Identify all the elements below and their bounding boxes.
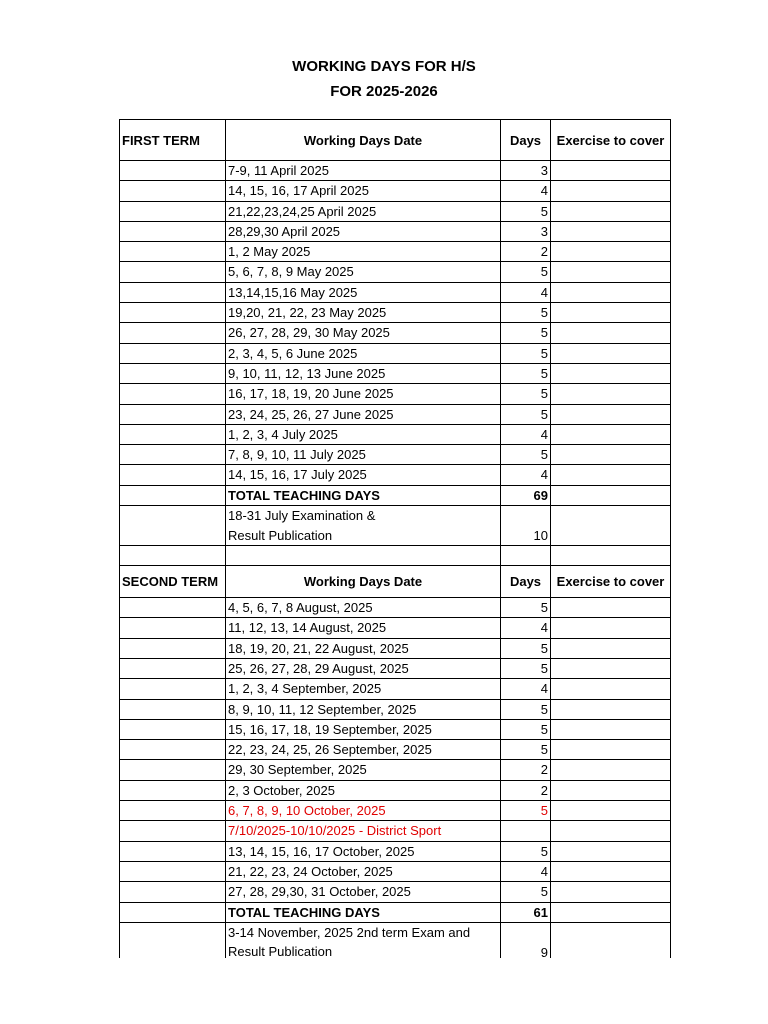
table-row xyxy=(119,323,671,343)
term-cell xyxy=(119,821,226,840)
days-count: 5 xyxy=(501,700,551,719)
working-days-date: 18, 19, 20, 21, 22 August, 2025 xyxy=(226,639,501,658)
exercise-cell xyxy=(551,821,671,840)
second-term-exam-row xyxy=(119,923,671,958)
table-row xyxy=(119,364,671,384)
working-days-date: 29, 30 September, 2025 xyxy=(226,760,501,779)
days-count xyxy=(501,821,551,840)
term-cell xyxy=(119,598,226,617)
working-days-date: 25, 26, 27, 28, 29 August, 2025 xyxy=(226,659,501,678)
table-row xyxy=(119,740,671,760)
working-days-date: 15, 16, 17, 18, 19 September, 2025 xyxy=(226,720,501,739)
term-cell xyxy=(119,303,226,322)
working-days-date: 22, 23, 24, 25, 26 September, 2025 xyxy=(226,740,501,759)
table-row xyxy=(119,618,671,638)
working-days-date: 21,22,23,24,25 April 2025 xyxy=(226,202,501,221)
first-term-header-row xyxy=(119,119,671,161)
days-count: 5 xyxy=(501,842,551,861)
exercise-cell xyxy=(551,842,671,861)
table-row xyxy=(119,303,671,323)
table-row xyxy=(119,598,671,618)
term-cell xyxy=(119,679,226,698)
days-count: 5 xyxy=(501,384,551,403)
working-days-date: 7-9, 11 April 2025 xyxy=(226,161,501,180)
exercise-cell xyxy=(551,283,671,302)
exercise-cell xyxy=(551,700,671,719)
exercise-cell xyxy=(551,659,671,678)
working-days-date: 1, 2, 3, 4 September, 2025 xyxy=(226,679,501,698)
exercise-cell xyxy=(551,465,671,484)
second-term-header-row xyxy=(119,566,671,598)
term-cell xyxy=(119,323,226,342)
days-count: 4 xyxy=(501,465,551,484)
exercise-cell xyxy=(551,202,671,221)
working-days-date: 2, 3 October, 2025 xyxy=(226,781,501,800)
table-row xyxy=(119,405,671,425)
table-row xyxy=(119,262,671,282)
working-days-date: 13, 14, 15, 16, 17 October, 2025 xyxy=(226,842,501,861)
term-cell xyxy=(119,801,226,820)
exercise-cell xyxy=(551,425,671,444)
document-subtitle: FOR 2025-2026 xyxy=(330,83,438,100)
second-term-total-row xyxy=(119,903,671,923)
exam-description: 18-31 July Examination & Result Publication xyxy=(226,506,501,545)
exercise-cell xyxy=(551,445,671,464)
days-count: 4 xyxy=(501,679,551,698)
working-days-date: 16, 17, 18, 19, 20 June 2025 xyxy=(226,384,501,403)
term-cell xyxy=(119,700,226,719)
exercise-cell xyxy=(551,384,671,403)
working-days-date: 19,20, 21, 22, 23 May 2025 xyxy=(226,303,501,322)
table-row xyxy=(119,202,671,222)
table-row xyxy=(119,465,671,485)
table-row xyxy=(119,700,671,720)
exercise-cell xyxy=(551,181,671,200)
term-cell xyxy=(119,283,226,302)
term-cell xyxy=(119,465,226,484)
exercise-cell xyxy=(551,161,671,180)
working-days-date: 11, 12, 13, 14 August, 2025 xyxy=(226,618,501,637)
term-cell xyxy=(119,344,226,363)
exercise-cell xyxy=(551,405,671,424)
term-cell xyxy=(119,781,226,800)
working-days-date: 13,14,15,16 May 2025 xyxy=(226,283,501,302)
days-count: 4 xyxy=(501,425,551,444)
table-row xyxy=(119,283,671,303)
term-cell xyxy=(119,882,226,901)
working-days-date: 14, 15, 16, 17 April 2025 xyxy=(226,181,501,200)
table-row xyxy=(119,344,671,364)
total-days: 69 xyxy=(501,486,551,505)
spacer-row xyxy=(119,546,671,566)
term-cell xyxy=(119,384,226,403)
term-cell xyxy=(119,425,226,444)
term-cell xyxy=(119,222,226,241)
days-count: 4 xyxy=(501,618,551,637)
working-days-date: 5, 6, 7, 8, 9 May 2025 xyxy=(226,262,501,281)
table-row xyxy=(119,639,671,659)
first-term-exam-row xyxy=(119,506,671,546)
days-count: 4 xyxy=(501,283,551,302)
table-row xyxy=(119,781,671,801)
exercise-cell xyxy=(551,760,671,779)
total-days: 61 xyxy=(501,903,551,922)
days-count: 5 xyxy=(501,801,551,820)
exercise-cell xyxy=(551,862,671,881)
term-cell xyxy=(119,202,226,221)
days-count: 5 xyxy=(501,639,551,658)
working-days-date: 7/10/2025-10/10/2025 - District Sport xyxy=(226,821,501,840)
term-cell xyxy=(119,445,226,464)
exercise-cell xyxy=(551,679,671,698)
table-row xyxy=(119,862,671,882)
second-term-label: SECOND TERM xyxy=(119,566,226,597)
header-days: Days xyxy=(501,120,551,160)
exercise-cell xyxy=(551,364,671,383)
first-term-rows xyxy=(119,161,671,486)
days-count: 5 xyxy=(501,405,551,424)
working-days-date: 6, 7, 8, 9, 10 October, 2025 xyxy=(226,801,501,820)
exercise-cell xyxy=(551,618,671,637)
days-count: 2 xyxy=(501,760,551,779)
term-cell xyxy=(119,181,226,200)
first-term-total-row xyxy=(119,486,671,506)
total-label: TOTAL TEACHING DAYS xyxy=(226,486,501,505)
days-count: 5 xyxy=(501,659,551,678)
first-term-label: FIRST TERM xyxy=(119,120,226,160)
term-cell xyxy=(119,842,226,861)
table-row xyxy=(119,181,671,201)
working-days-date: 28,29,30 April 2025 xyxy=(226,222,501,241)
working-days-date: 21, 22, 23, 24 October, 2025 xyxy=(226,862,501,881)
table-row xyxy=(119,882,671,902)
table-row xyxy=(119,720,671,740)
working-days-date: 4, 5, 6, 7, 8 August, 2025 xyxy=(226,598,501,617)
days-count: 5 xyxy=(501,445,551,464)
days-count: 2 xyxy=(501,242,551,261)
exercise-cell xyxy=(551,303,671,322)
term-cell xyxy=(119,161,226,180)
second-term-rows xyxy=(119,598,671,902)
document-title: WORKING DAYS FOR H/S xyxy=(292,58,476,75)
header-working-days-date: Working Days Date xyxy=(226,566,501,597)
header-working-days-date: Working Days Date xyxy=(226,120,501,160)
table-row xyxy=(119,445,671,465)
table-row xyxy=(119,384,671,404)
term-cell xyxy=(119,862,226,881)
working-days-table xyxy=(119,119,671,958)
table-row xyxy=(119,801,671,821)
days-count: 2 xyxy=(501,781,551,800)
working-days-date: 1, 2, 3, 4 July 2025 xyxy=(226,425,501,444)
exercise-cell xyxy=(551,344,671,363)
table-row xyxy=(119,679,671,699)
header-exercise-to-cover: Exercise to cover xyxy=(551,120,671,160)
days-count: 5 xyxy=(501,598,551,617)
days-count: 4 xyxy=(501,181,551,200)
exam-description: 3-14 November, 2025 2nd term Exam and Result Publication xyxy=(226,923,501,958)
table-row xyxy=(119,425,671,445)
term-cell xyxy=(119,262,226,281)
header-days: Days xyxy=(501,566,551,597)
days-count: 3 xyxy=(501,222,551,241)
term-cell xyxy=(119,405,226,424)
exam-days: 9 xyxy=(501,923,551,958)
exam-days: 10 xyxy=(501,506,551,545)
exercise-cell xyxy=(551,882,671,901)
term-cell xyxy=(119,364,226,383)
working-days-date: 23, 24, 25, 26, 27 June 2025 xyxy=(226,405,501,424)
table-row xyxy=(119,842,671,862)
term-cell xyxy=(119,639,226,658)
days-count: 5 xyxy=(501,262,551,281)
term-cell xyxy=(119,659,226,678)
table-row xyxy=(119,242,671,262)
table-row xyxy=(119,659,671,679)
total-label: TOTAL TEACHING DAYS xyxy=(226,903,501,922)
exercise-cell xyxy=(551,801,671,820)
term-cell xyxy=(119,760,226,779)
exercise-cell xyxy=(551,740,671,759)
days-count: 5 xyxy=(501,344,551,363)
working-days-date: 8, 9, 10, 11, 12 September, 2025 xyxy=(226,700,501,719)
exercise-cell xyxy=(551,639,671,658)
table-row xyxy=(119,161,671,181)
working-days-date: 7, 8, 9, 10, 11 July 2025 xyxy=(226,445,501,464)
term-cell xyxy=(119,242,226,261)
days-count: 5 xyxy=(501,740,551,759)
working-days-date: 2, 3, 4, 5, 6 June 2025 xyxy=(226,344,501,363)
exercise-cell xyxy=(551,242,671,261)
term-cell xyxy=(119,740,226,759)
working-days-date: 14, 15, 16, 17 July 2025 xyxy=(226,465,501,484)
exercise-cell xyxy=(551,262,671,281)
header-exercise-to-cover: Exercise to cover xyxy=(551,566,671,597)
days-count: 5 xyxy=(501,882,551,901)
exercise-cell xyxy=(551,781,671,800)
table-row xyxy=(119,222,671,242)
term-cell xyxy=(119,720,226,739)
working-days-date: 1, 2 May 2025 xyxy=(226,242,501,261)
term-cell xyxy=(119,618,226,637)
table-row xyxy=(119,821,671,841)
days-count: 4 xyxy=(501,862,551,881)
table-row xyxy=(119,760,671,780)
days-count: 5 xyxy=(501,202,551,221)
days-count: 5 xyxy=(501,364,551,383)
exercise-cell xyxy=(551,323,671,342)
exercise-cell xyxy=(551,222,671,241)
days-count: 3 xyxy=(501,161,551,180)
days-count: 5 xyxy=(501,303,551,322)
exercise-cell xyxy=(551,598,671,617)
days-count: 5 xyxy=(501,720,551,739)
working-days-date: 26, 27, 28, 29, 30 May 2025 xyxy=(226,323,501,342)
days-count: 5 xyxy=(501,323,551,342)
working-days-date: 27, 28, 29,30, 31 October, 2025 xyxy=(226,882,501,901)
working-days-date: 9, 10, 11, 12, 13 June 2025 xyxy=(226,364,501,383)
exercise-cell xyxy=(551,720,671,739)
